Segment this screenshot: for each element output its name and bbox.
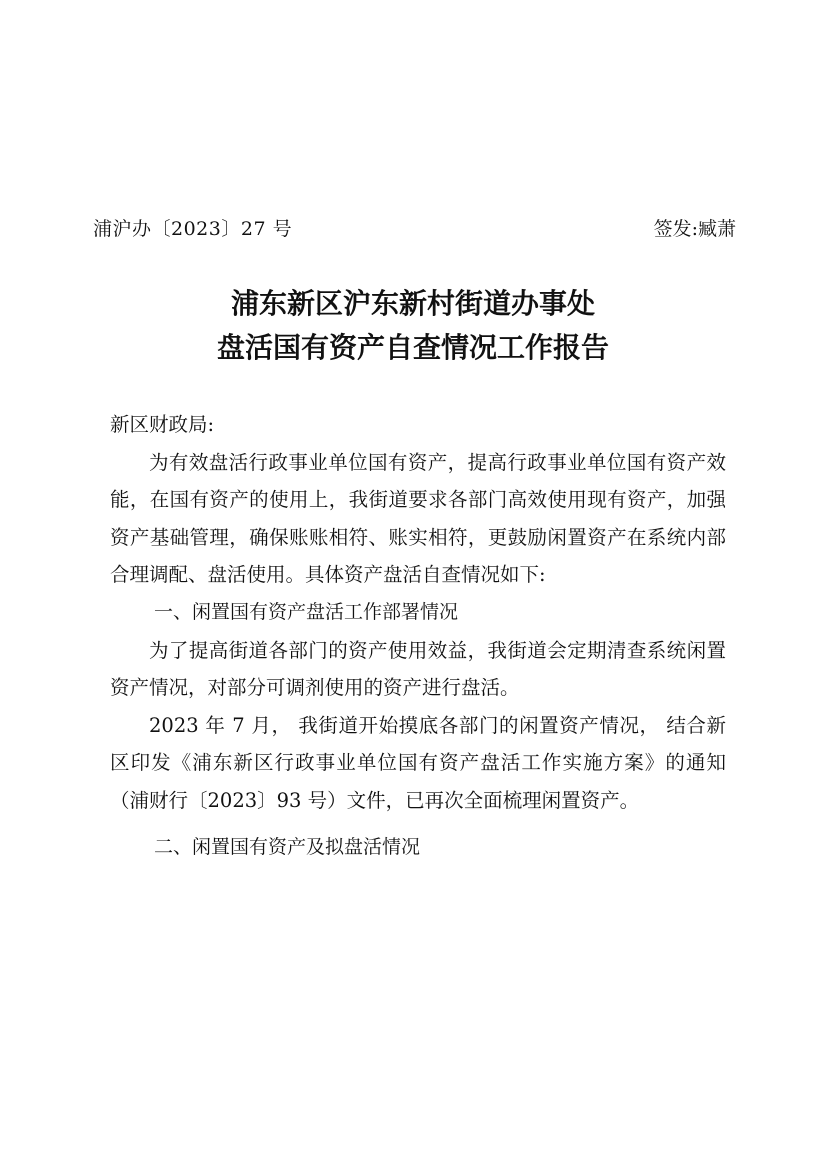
document-title (0, 282, 826, 370)
section-heading-1: 一、闲置国有资产盘活工作部署情况 (154, 600, 459, 623)
paragraph-intro: 为有效盘活行政事业单位国有资产，提高行政事业单位国有资产效能，在国有资产的使用上，我街道要求各部门高效使用现有资产，加强资产基础管理，确保账账相符、账实相符，更鼓励闲置资产在系统内部合理调配、盘活使用。具体资产盘活自查情况如下: (110, 450, 726, 587)
document-body (110, 406, 726, 866)
title-line-1: 浦东新区沪东新村街道办事处 (230, 287, 595, 320)
section-heading-2: 二、闲置国有资产及拟盘活情况 (154, 835, 421, 858)
salutation: 新区财政局: (110, 413, 215, 436)
paragraph-2: 为了提高街道各部门的资产使用效益，我街道会定期清查系统闲置资产情况，对部分可调剂使用的资产进行盘活。 (110, 638, 726, 700)
signer: 签发:臧萧 (653, 218, 736, 240)
document-number: 浦沪办〔2023〕27 号 (93, 218, 293, 240)
paragraph-3: 2023 年 7 月， 我街道开始摸底各部门的闲置资产情况， 结合新区印发《浦东新区行政事业单位国有资产盘活工作实施方案》的通知（浦财行〔2023〕93 号）文件，已再次全面梳理闲置资产。 (110, 713, 726, 812)
title-line-2: 盘活国有资产自查情况工作报告 (216, 331, 609, 364)
